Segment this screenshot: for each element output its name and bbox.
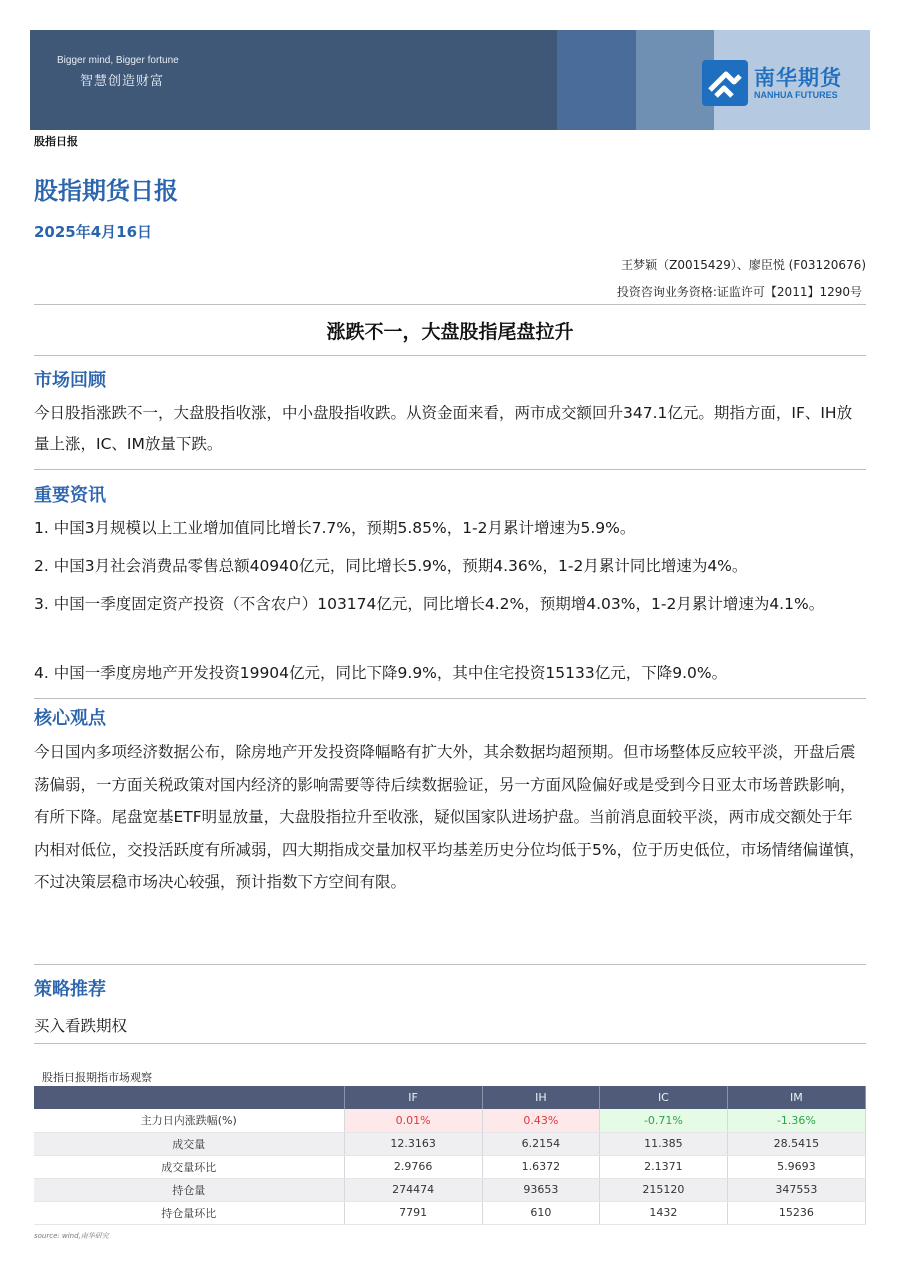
divider xyxy=(34,304,866,305)
report-category-tag: 股指日报 xyxy=(34,135,78,148)
table-cell: 93653 xyxy=(482,1178,599,1201)
news-item: 2. 中国3月社会消费品零售总额40940亿元，同比增长5.9%，预期4.36%，1-2月累计同比增速为4%。 xyxy=(34,557,748,575)
column-header-ih: IH xyxy=(482,1086,599,1109)
news-item: 4. 中国一季度房地产开发投资19904亿元，同比下降9.9%，其中住宅投资15133亿元，下降9.0%。 xyxy=(34,664,728,682)
table-cell: 28.5415 xyxy=(727,1132,865,1155)
table-cell: 1432 xyxy=(600,1201,728,1224)
row-label: 持仓量环比 xyxy=(34,1201,344,1224)
license-info: 投资咨询业务资格:证监许可【2011】1290号 xyxy=(616,285,862,299)
strategy-text: 买入看跌期权 xyxy=(34,1017,128,1035)
banner-mid-segment xyxy=(557,30,636,130)
table-cell: 1.6372 xyxy=(482,1155,599,1178)
slogan-chinese: 智慧创造财富 xyxy=(80,74,165,89)
divider xyxy=(34,1043,866,1044)
report-date: 2025年4月16日 xyxy=(34,223,153,241)
table-cell: 5.9693 xyxy=(727,1155,865,1178)
table-cell: -0.71% xyxy=(600,1109,728,1132)
column-header xyxy=(34,1086,344,1109)
divider xyxy=(34,698,866,699)
table-cell: 2.9766 xyxy=(344,1155,482,1178)
section-title-market-review: 市场回顾 xyxy=(34,370,106,391)
table-cell: 11.385 xyxy=(600,1132,728,1155)
news-item: 1. 中国3月规模以上工业增加值同比增长7.7%，预期5.85%，1-2月累计增速为5.9%。 xyxy=(34,519,636,537)
table-cell: 0.43% xyxy=(482,1109,599,1132)
section-title-news: 重要资讯 xyxy=(34,485,106,506)
table-cell: -1.36% xyxy=(727,1109,865,1132)
authors: 王梦颖（Z0015429）、廖臣悦 (F03120676) xyxy=(621,258,866,272)
table-caption: 股指日报期指市场观察 xyxy=(42,1071,152,1084)
table-cell: 2.1371 xyxy=(600,1155,728,1178)
row-label: 成交量环比 xyxy=(34,1155,344,1178)
row-label: 主力日内涨跌幅(%) xyxy=(34,1109,344,1132)
table-cell: 15236 xyxy=(727,1201,865,1224)
slogan-english: Bigger mind, Bigger fortune xyxy=(57,55,179,66)
table-row xyxy=(34,1132,866,1155)
divider xyxy=(34,355,866,356)
table-header-row xyxy=(34,1086,866,1109)
page-title: 股指期货日报 xyxy=(34,177,178,205)
table-row xyxy=(34,1155,866,1178)
divider xyxy=(34,964,866,965)
column-header-if: IF xyxy=(344,1086,482,1109)
market-observation-table xyxy=(34,1086,866,1225)
company-logo xyxy=(702,60,842,106)
table-cell: 274474 xyxy=(344,1178,482,1201)
table-cell: 0.01% xyxy=(344,1109,482,1132)
section-title-core-view: 核心观点 xyxy=(34,708,106,729)
table-cell: 215120 xyxy=(600,1178,728,1201)
table-cell: 12.3163 xyxy=(344,1132,482,1155)
nanhua-logo-icon xyxy=(702,60,748,106)
headline: 涨跌不一，大盘股指尾盘拉升 xyxy=(326,321,574,343)
table-row xyxy=(34,1178,866,1201)
market-review-text: 今日股指涨跌不一，大盘股指收涨，中小盘股指收跌。从资金面来看，两市成交额回升347.1亿元。期指方面，IF、IH放量上涨，IC、IM放量下跌。 xyxy=(34,404,853,453)
column-header-ic: IC xyxy=(600,1086,728,1109)
row-label: 持仓量 xyxy=(34,1178,344,1201)
source-note: source: wind,南华研究 xyxy=(34,1232,109,1240)
divider xyxy=(34,469,866,470)
section-title-strategy: 策略推荐 xyxy=(34,979,106,1000)
logo-name-english: NANHUA FUTURES xyxy=(754,89,838,100)
column-header-im: IM xyxy=(727,1086,865,1109)
table-cell: 347553 xyxy=(727,1178,865,1201)
table-cell: 6.2154 xyxy=(482,1132,599,1155)
table-row xyxy=(34,1201,866,1224)
core-view-text: 今日国内多项经济数据公布，除房地产开发投资降幅略有扩大外，其余数据均超预期。但市场整体反应较平淡，开盘后震荡偏弱，一方面关税政策对国内经济的影响需要等待后续数据验证，另一方面风险偏好或是受到今日亚太市场普跌影响，有所下降。尾盘宽基ETF明显放量，大盘股指拉升至收涨，疑似国家队进场护盘。当前消息面较平淡，两市成交额处于年内相对低位，交投活跃度有所减弱，四大期指成交量加权平均基差历史分位均低于5%，位于历史低位，市场情绪偏谨慎，不过决策层稳市场决心较强，预计指数下方空间有限。 xyxy=(34,743,865,891)
table-cell: 610 xyxy=(482,1201,599,1224)
table-cell: 7791 xyxy=(344,1201,482,1224)
table-row xyxy=(34,1109,866,1132)
news-item: 3. 中国一季度固定资产投资（不含农户）103174亿元，同比增长4.2%，预期增4.03%，1-2月累计增速为4.1%。 xyxy=(34,595,825,613)
logo-name-chinese: 南华期货 xyxy=(754,65,842,90)
row-label: 成交量 xyxy=(34,1132,344,1155)
